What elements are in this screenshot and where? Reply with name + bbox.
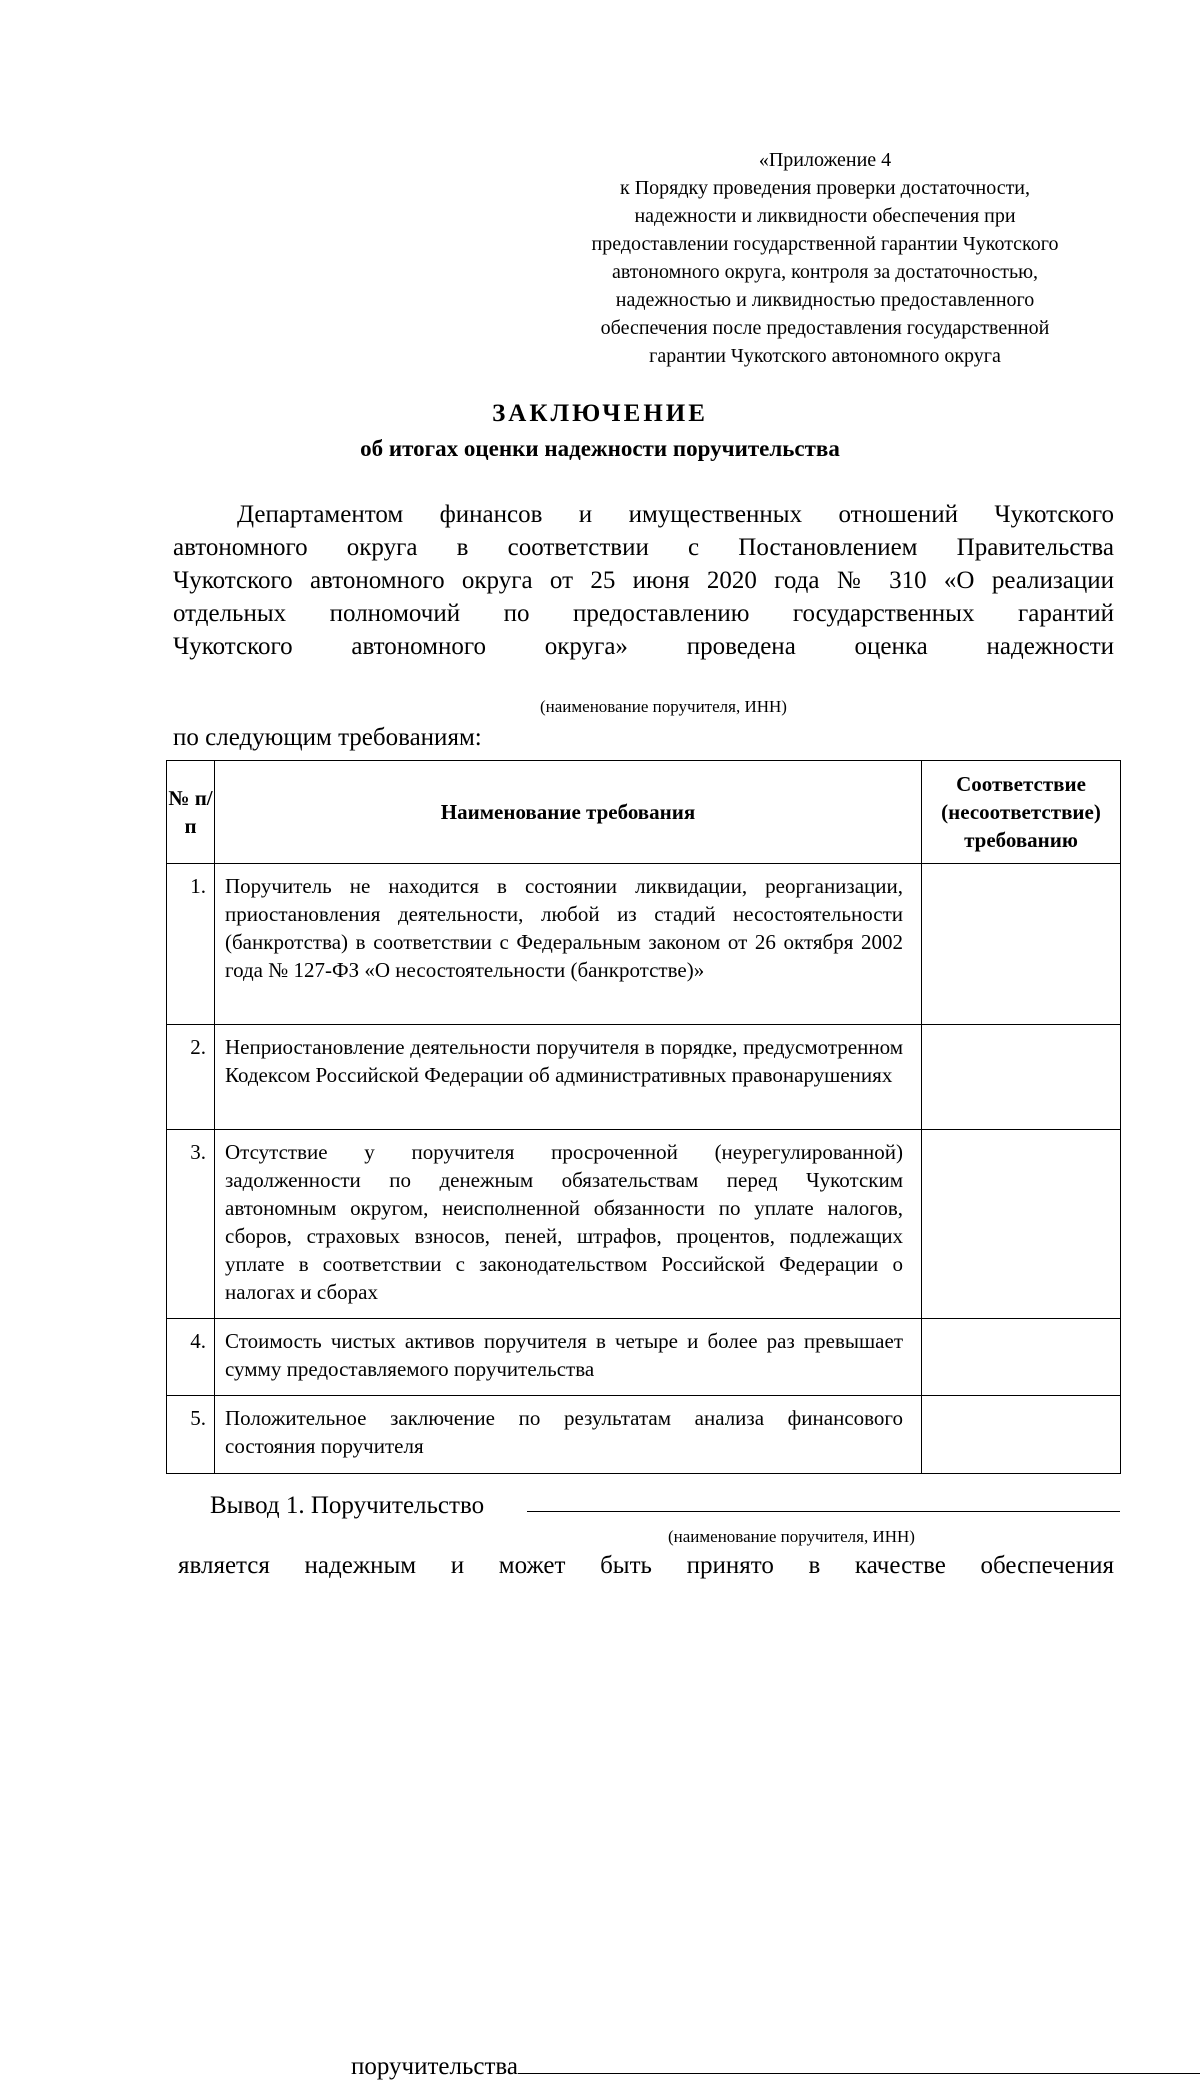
row-status-cell[interactable] (922, 1025, 1121, 1130)
row-num: 3. (167, 1130, 215, 1319)
header-status: Соответствие (несоответствие) требованию (922, 761, 1121, 864)
row-num: 1. (167, 864, 215, 1025)
header-num: № п/п (167, 761, 215, 864)
table-row (167, 1130, 1121, 1319)
requirements-table (166, 760, 1121, 1474)
conclusion-continuation: является надежным и может быть принято в качестве обеспечения (178, 1552, 1114, 1579)
annex-line: «Приложение 4 (758, 149, 892, 171)
annex-line: предоставлении государственной гарантии Чукотского (591, 233, 1059, 255)
paragraph-last-line (351, 2050, 1200, 2083)
row-num: 5. (167, 1396, 215, 1474)
document-subtitle: об итогах оценки надежности поручительства (360, 436, 840, 461)
row-status-cell[interactable] (922, 864, 1121, 1025)
row-status-cell[interactable] (922, 1130, 1121, 1319)
header-name: Наименование требования (215, 761, 922, 864)
annex-line: автономного округа, контроля за достаточностью, (611, 261, 1039, 283)
paragraph-line: Департаментом финансов и имущественных отношений Чукотского (237, 501, 1114, 528)
annex-line: надежности и ликвидности обеспечения при (634, 205, 1016, 227)
paragraph-line: отдельных полномочий по предоставлению государственных гарантий (173, 600, 1114, 627)
conclusion-hint: (наименование поручителя, ИНН) (668, 1527, 915, 1546)
paragraph-line: Чукотского автономного округа от 25 июня 2020 года № 310 «О реализации (173, 567, 1114, 594)
conclusion-fill-line[interactable] (527, 1511, 1120, 1512)
paragraph-line: автономного округа в соответствии с Постановлением Правительства (173, 534, 1114, 561)
table-header-row (167, 761, 1121, 864)
row-num: 2. (167, 1025, 215, 1130)
annex-line: надежностью и ликвидностью предоставленного (615, 289, 1035, 311)
conclusion-label: Вывод 1. Поручительство (210, 1492, 485, 1519)
row-status-cell[interactable] (922, 1319, 1121, 1396)
row-text: Положительное заключение по результатам анализа финансового состояния поручителя (215, 1396, 922, 1474)
paragraph-line: поручительства (351, 2053, 518, 2080)
table-row (167, 1025, 1121, 1130)
annex-line: гарантии Чукотского автономного округа (649, 345, 1001, 367)
table-row (167, 1396, 1121, 1474)
table-row (167, 864, 1121, 1025)
row-status-cell[interactable] (922, 1396, 1121, 1474)
paragraph-line: Чукотского автономного округа» проведена оценка надежности (173, 633, 1114, 660)
guarantor-fill-line[interactable] (518, 2051, 1200, 2074)
row-num: 4. (167, 1319, 215, 1396)
guarantor-hint: (наименование поручителя, ИНН) (540, 697, 787, 716)
annex-reference (530, 146, 1120, 370)
document-title: ЗАКЛЮЧЕНИЕ (492, 400, 708, 427)
row-text: Поручитель не находится в состоянии ликвидации, реорганизации, приостановления деятельности, любой из стадий несостоятельности (банкротства) в соответствии с Федеральным законом от 26 октября 2002 года № 127-ФЗ «О несостоятельности (банкротстве)» (215, 864, 922, 1025)
row-text: Неприостановление деятельности поручителя в порядке, предусмотренном Кодексом Российской Федерации об административных правонарушениях (215, 1025, 922, 1130)
table-row (167, 1319, 1121, 1396)
requirements-intro: по следующим требованиям: (173, 724, 482, 751)
row-text: Отсутствие у поручителя просроченной (неурегулированной) задолженности по денежным обязательствам перед Чукотским автономным округом, неисполненной обязанности по уплате налогов, сборов, страховых взносов, пеней, штрафов, процентов, подлежащих уплате в соответствии с законодательством Российской Федерации о налогах и сборах (215, 1130, 922, 1319)
row-text: Стоимость чистых активов поручителя в четыре и более раз превышает сумму предоставляемого поручительства (215, 1319, 922, 1396)
annex-line: к Порядку проведения проверки достаточности, (619, 177, 1031, 199)
annex-line: обеспечения после предоставления государственной (600, 317, 1050, 339)
